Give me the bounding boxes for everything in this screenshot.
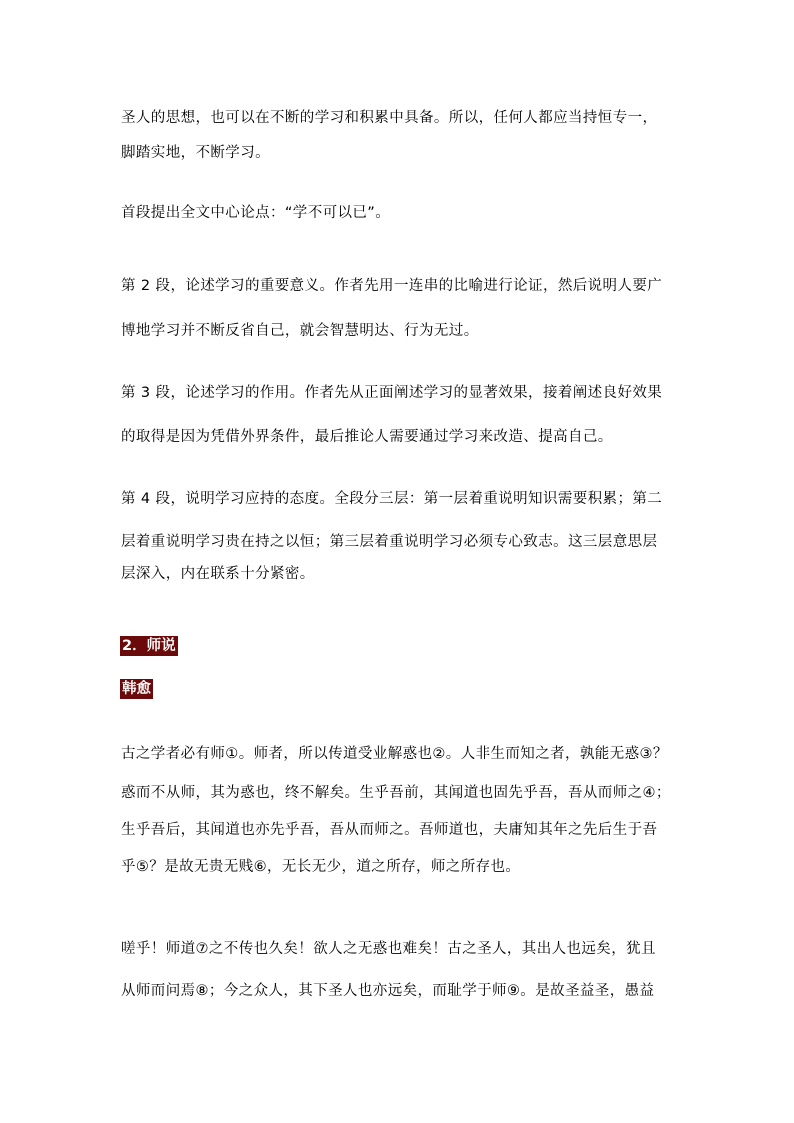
text-line: 惑而不从师，其为惑也，终不解矣。生乎吾前，其闻道也固先乎吾，吾从而师之④；	[121, 785, 671, 801]
text-line: 第 4 段，说明学习应持的态度。全段分三层：第一层着重说明知识需要积累；第二	[121, 491, 663, 507]
text-line: 嗟乎！师道⑦之不传也久矣！欲人之无惑也难矣！古之圣人，其出人也远矣，犹且	[121, 941, 656, 957]
section-author: 韩愈	[122, 681, 151, 697]
text-line: 古之学者必有师①。师者，所以传道受业解惑也②。人非生而知之者，孰能无惑③？	[121, 746, 668, 762]
text-line: 层着重说明学习贵在持之以恒；第三层着重说明学习必须专心致志。这三层意思层	[121, 534, 658, 550]
text-line: 层深入，内在联系十分紧密。	[121, 566, 315, 582]
section-title: 2．师说	[122, 638, 176, 654]
text-line: 第 3 段，论述学习的作用。作者先从正面阐述学习的显著效果，接着阐述良好效果	[121, 385, 663, 401]
text-line: 从师而问焉⑧；今之众人，其下圣人也亦远矣，而耻学于师⑨。是故圣益圣，愚益	[121, 983, 655, 999]
text-line: 的取得是因为凭借外界条件，最后推论人需要通过学习来改造、提高自己。	[121, 429, 613, 445]
text-line: 乎⑤？是故无贵无贱⑥，无长无少，道之所存，师之所存也。	[121, 859, 521, 875]
text-line: 生乎吾后，其闻道也亦先乎吾，吾从而师之。吾师道也，夫庸知其年之先后生于吾	[121, 822, 658, 838]
text-line: 博地学习并不断反省自己，就会智慧明达、行为无过。	[121, 323, 479, 339]
text-line: 第 2 段，论述学习的重要意义。作者先用一连串的比喻进行论证，然后说明人要广	[121, 278, 663, 294]
text-line: 圣人的思想，也可以在不断的学习和积累中具备。所以，任何人都应当持恒专一，	[121, 110, 658, 126]
text-line: 脚踏实地，不断学习。	[121, 145, 270, 161]
text-line: 首段提出全文中心论点：“学不可以已”。	[121, 205, 391, 221]
